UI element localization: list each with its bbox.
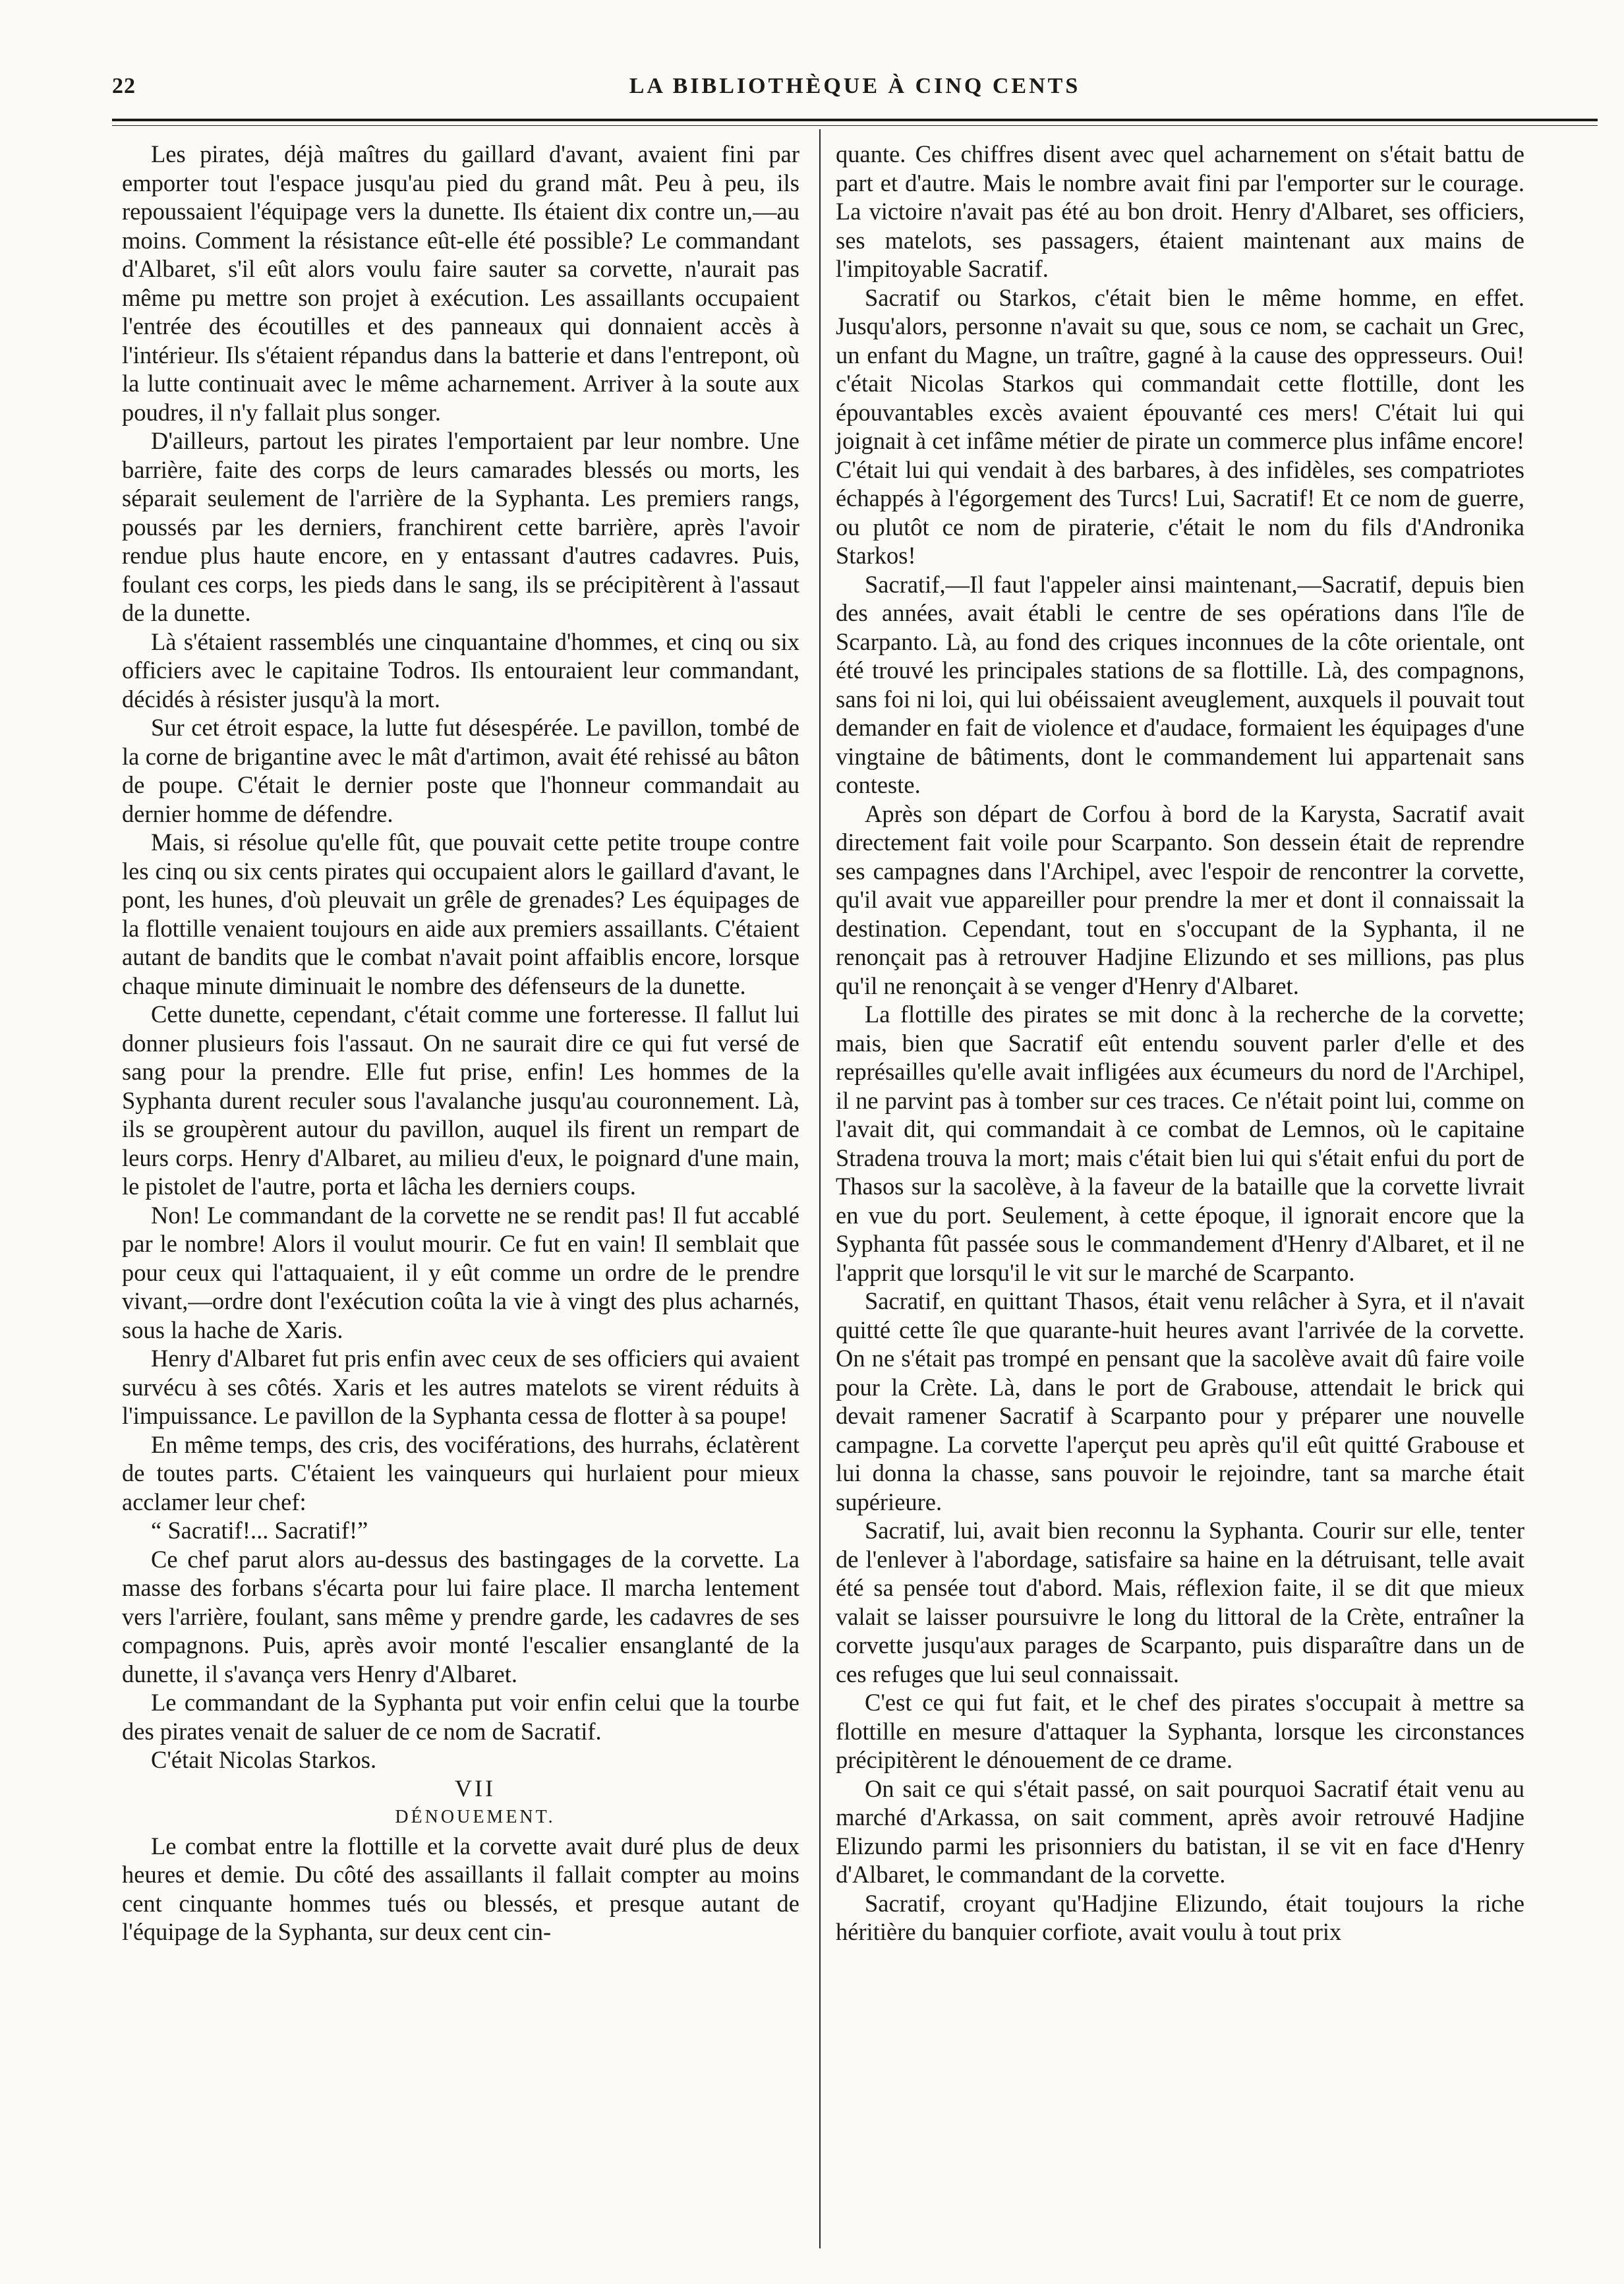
paragraph: D'ailleurs, partout les pirates l'emportaient par leur nombre. Une barrière, faite des corps de leurs camarades blessés ou morts, les séparait seulement de l'arrière de la Syphanta. Les premiers rangs, poussés par les derniers, franchirent cette barrière, après l'avoir rendue plus haute encore, en y entassant d'autres cadavres. Puis, foulant ces corps, les pieds dans le sang, ils se précipitèrent à l'assaut de la dunette. <box>122 427 799 626</box>
paragraph: Sacratif, croyant qu'Hadjine Elizundo, était toujours la riche héritière du banquier corfiote, avait voulu à tout prix <box>836 1889 1524 1945</box>
paragraph: Mais, si résolue qu'elle fût, que pouvait cette petite troupe contre les cinq ou six cents pirates qui occupaient alors le gaillard d'avant, le pont, les hunes, d'où pleuvait un grêle de grenades? Les équipages de la flottille venaient toujours en aide aux premiers assaillants. C'étaient autant de bandits que le combat n'avait point affaiblis encore, lorsque chaque minute diminuait le nombre des défenseurs de la dunette. <box>122 829 799 999</box>
paragraph: C'est ce qui fut fait, et le chef des pirates s'occupait à mettre sa flottille en mesure d'attaquer la Syphanta, lorsque les circonstances précipitèrent le dénouement de ce drame. <box>836 1689 1524 1773</box>
paragraph: “ Sacratif!... Sacratif!” <box>151 1517 368 1544</box>
paragraph: La flottille des pirates se mit donc à la recherche de la corvette; mais, bien que Sacratif eût entendu souvent parler d'elle et des représailles qu'elle avait infligées aux écumeurs du nord de l'Archipel, il ne parvint pas à tomber sur ces traces. Ce n'était point lui, comme on l'avait dit, qui commandait à ce combat de Lemnos, où le capitaine Stradena trouva la mort; mais c'était bien lui qui s'était enfui du port de Thasos sur la sacolève, à la faveur de la bataille que la corvette livrait en vue du port. Seulement, à cette époque, il ignorait encore que la Syphanta fût passée sous le commandement d'Henry d'Albaret, et il ne l'apprit que lorsqu'il le vit sur le marché de Scarpanto. <box>836 1001 1524 1286</box>
paragraph: Cette dunette, cependant, c'était comme une forteresse. Il fallut lui donner plusieurs fois l'assaut. On ne saurait dire ce qui fut versé de sang pour la prendre. Elle fut prise, enfin! Les hommes de la Syphanta durent reculer sous l'avalanche jusqu'au couronnement. Là, ils se groupèrent autour du pavillon, auquel ils firent un rempart de leurs corps. Henry d'Albaret, au milieu d'eux, le poignard d'une main, le pistolet de l'autre, porta et lâcha les derniers coups. <box>122 1001 799 1200</box>
page-number: 22 <box>112 74 136 98</box>
paragraph: On sait ce qui s'était passé, on sait pourquoi Sacratif était venu au marché d'Arkassa, on sait comment, après avoir retrouvé Hadjine Elizundo parmi les prisonniers du batistan, il se vit en face d'Henry d'Albaret, le commandant de la corvette. <box>836 1774 1524 1888</box>
right-column <box>836 140 1524 1947</box>
header-rule-thin <box>112 125 1598 126</box>
column-divider <box>819 129 821 2248</box>
paragraph: Henry d'Albaret fut pris enfin avec ceux de ses officiers qui avaient survécu à ses côtés. Xaris et les autres matelots se virent réduits à l'impuissance. Le pavillon de la Syphanta cessa de flotter à sa poupe! <box>122 1345 799 1429</box>
running-title: LA BIBLIOTHÈQUE À CINQ CENTS <box>629 74 1081 98</box>
section-title: DÉNOUEMENT. <box>395 1807 556 1827</box>
paragraph: Ce chef parut alors au-dessus des bastingages de la corvette. La masse des forbans s'écarta pour lui faire place. Il marcha lentement vers l'arrière, foulant, sans même y prendre garde, les cadavres de ses compagnons. Puis, après avoir monté l'escalier ensanglanté de la dunette, il s'avança vers Henry d'Albaret. <box>122 1545 799 1687</box>
paragraph: Sacratif, lui, avait bien reconnu la Syphanta. Courir sur elle, tenter de l'enlever à l'abordage, satisfaire sa haine en la détruisant, telle avait été sa pensée tout d'abord. Mais, réflexion faite, il se dit que mieux valait se laisser poursuivre le long du littoral de la Crète, entraîner la corvette jusqu'aux parages de Scarpanto, puis disparaître dans un de ces refuges que lui seul connaissait. <box>836 1517 1524 1687</box>
paragraph-continued: quante. Ces chiffres disent avec quel acharnement on s'était battu de part et d'autre. Mais le nombre avait fini par l'emporter sur le courage. La victoire n'avait pas été au bon droit. Henry d'Albaret, ses officiers, ses matelots, ses passagers, étaient maintenant aux mains de l'impitoyable Sacratif. <box>836 140 1524 282</box>
section-number: VII <box>455 1774 496 1801</box>
paragraph: Là s'étaient rassemblés une cinquantaine d'hommes, et cinq ou six officiers avec le capitaine Todros. Ils entouraient leur commandant, décidés à résister jusqu'à la mort. <box>122 628 799 713</box>
paragraph: Sacratif ou Starkos, c'était bien le même homme, en effet. Jusqu'alors, personne n'avait su que, sous ce nom, se cachait un Grec, un enfant du Magne, un traître, gagné à la cause des oppresseurs. Oui! c'était Nicolas Starkos qui commandait cette flottille, dont les épouvantables excès avaient épouvanté ces mers! C'était lui qui joignait à cet infâme métier de pirate un commerce plus infâme encore! C'était lui qui vendait à des barbares, à des infidèles, ses compatriotes échappés à l'égorgement des Turcs! Lui, Sacratif! Et ce nom de guerre, ou plutôt ce nom de piraterie, c'était le nom du fils d'Andronika Starkos! <box>836 283 1524 569</box>
paragraph: Sur cet étroit espace, la lutte fut désespérée. Le pavillon, tombé de la corne de brigantine avec le mât d'artimon, avait été rehissé au bâton de poupe. C'était le dernier poste que l'honneur commandait au dernier homme de défendre. <box>122 714 799 827</box>
paragraph: C'était Nicolas Starkos. <box>151 1746 377 1773</box>
paragraph: Après son départ de Corfou à bord de la Karysta, Sacratif avait directement fait voile pour Scarpanto. Son dessein était de reprendre ses campagnes dans l'Archipel, avec l'espoir de rencontrer la corvette, qu'il avait vue appareiller pour prendre la mer et dont il connaissait la destination. Cependant, tout en s'occupant de la Syphanta, il ne renonçait pas à retrouver Hadjine Elizundo et ses millions, pas plus qu'il ne renonçait à se venger d'Henry d'Albaret. <box>836 800 1524 999</box>
page-header <box>112 74 1598 113</box>
paragraph: En même temps, des cris, des vociférations, des hurrahs, éclatèrent de toutes parts. C'étaient les vainqueurs qui hurlaient pour mieux acclamer leur chef: <box>122 1430 799 1515</box>
left-column <box>122 140 799 1947</box>
paragraph: Sacratif, en quittant Thasos, était venu relâcher à Syra, et il n'avait quitté cette île que quarante-huit heures avant l'arrivée de la corvette. On ne s'était pas trompé en pensant que la sacolève avait dû faire voile pour la Crète. Là, dans le port de Grabouse, attendait le brick qui devait ramener Sacratif à Scarpanto pour y préparer une nouvelle campagne. La corvette l'aperçut peu après qu'il eût quitté Grabouse et lui donna la chasse, sans pouvoir le rejoindre, tant sa marche était supérieure. <box>836 1287 1524 1515</box>
paragraph: Sacratif,—Il faut l'appeler ainsi maintenant,—Sacratif, depuis bien des années, avait établi le centre de ses opérations dans l'île de Scarpanto. Là, au fond des criques inconnues de la côte orientale, ont été trouvé les principales stations de sa flottille. Là, des compagnons, sans foi ni loi, qui lui obéissaient aveuglement, auxquels il pouvait tout demander en fait de violence et d'audace, formaient les équipages d'une vingtaine de bâtiments, dont le commandement lui appartenait sans conteste. <box>836 570 1524 798</box>
header-rule <box>112 119 1598 121</box>
paragraph: Les pirates, déjà maîtres du gaillard d'avant, avaient fini par emporter tout l'espace jusqu'au pied du grand mât. Peu à peu, ils repoussaient l'équipage vers la dunette. Ils étaient dix contre un,—au moins. Comment la résistance eût-elle été possible? Le commandant d'Albaret, s'il eût alors voulu faire sauter sa corvette, n'aurait pas même pu mettre son projet à exécution. Les assaillants occupaient l'entrée des écoutilles et des panneaux qui donnaient accès à l'intérieur. Ils s'étaient répandus dans la batterie et dans l'entrepont, où la lutte continuait avec le même acharnement. Arriver à la soute aux poudres, il n'y fallait plus songer. <box>122 140 799 426</box>
paragraph: Le commandant de la Syphanta put voir enfin celui que la tourbe des pirates venait de saluer de ce nom de Sacratif. <box>122 1689 799 1745</box>
paragraph: Non! Le commandant de la corvette ne se rendit pas! Il fut accablé par le nombre! Alors il voulut mourir. Ce fut en vain! Il semblait que pour ceux qui l'attaquaient, il y eût comme un ordre de le prendre vivant,—ordre dont l'exécution coûta la vie à vingt des plus acharnés, sous la hache de Xaris. <box>122 1201 799 1343</box>
paragraph: Le combat entre la flottille et la corvette avait duré plus de deux heures et demie. Du côté des assaillants il fallait compter au moins cent cinquante hommes tués ou blessés, et presque autant de l'équipage de la Syphanta, sur deux cent cin- <box>122 1832 799 1945</box>
